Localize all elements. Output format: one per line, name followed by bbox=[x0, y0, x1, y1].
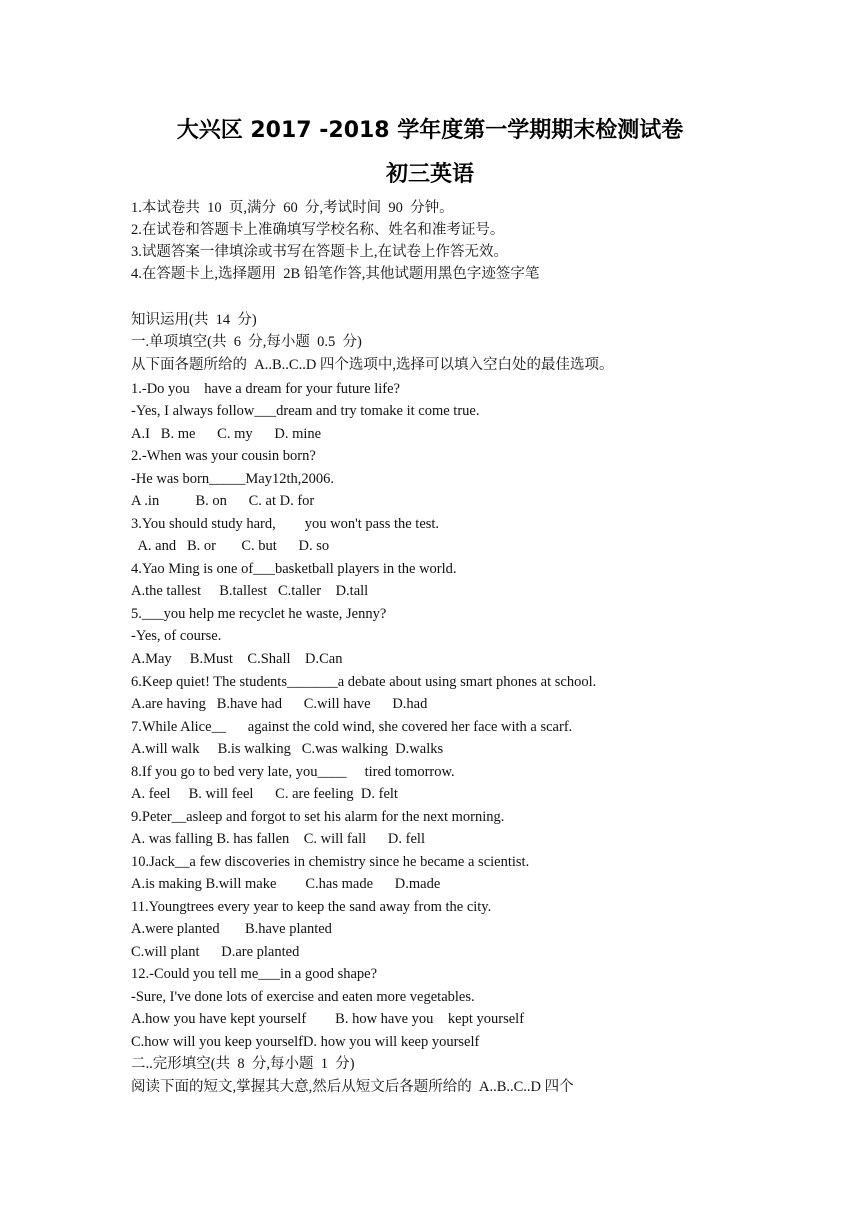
question-line: 10.Jack__a few discoveries in chemistry since he became a scientist. bbox=[131, 854, 530, 870]
question-line: 7.While Alice__ against the cold wind, she covered her face with a scarf. bbox=[131, 719, 573, 735]
question-line: 4.Yao Ming is one of___basketball players in the world. bbox=[131, 561, 457, 577]
options-line: A.were planted B.have planted bbox=[131, 921, 332, 937]
options-line: A. was falling B. has fallen C. will fall D. fell bbox=[131, 831, 425, 847]
question-line: -Sure, I've done lots of exercise and eaten more vegetables. bbox=[131, 989, 475, 1005]
page-title: 大兴区 2017 -2018 学年度第一学期期末检测试卷 bbox=[176, 118, 684, 143]
options-line: A. feel B. will feel C. are feeling D. felt bbox=[131, 786, 398, 802]
instruction-line: 2.在试卷和答题卡上准确填写学校名称、姓名和准考证号。 bbox=[131, 222, 505, 238]
question-line: 8.If you go to bed very late, you____ tired tomorrow. bbox=[131, 764, 455, 780]
question-line: 3.You should study hard, you won't pass the test. bbox=[131, 516, 440, 532]
options-line: A. and B. or C. but D. so bbox=[131, 538, 330, 554]
options-line: A .in B. on C. at D. for bbox=[131, 493, 315, 509]
question-line: 11.Youngtrees every year to keep the sand away from the city. bbox=[131, 899, 492, 915]
section-heading: 一.单项填空(共 6 分,每小题 0.5 分) bbox=[131, 334, 362, 350]
options-line: A.the tallest B.tallest C.taller D.tall bbox=[131, 583, 369, 599]
section-heading: 二..完形填空(共 8 分,每小题 1 分) bbox=[131, 1056, 355, 1072]
question-line: 5.___you help me recyclet he waste, Jenny? bbox=[131, 606, 387, 622]
section-heading: 知识运用(共 14 分) bbox=[131, 312, 257, 328]
options-line: A.will walk B.is walking C.was walking D.walks bbox=[131, 741, 444, 757]
section-instruction: 阅读下面的短文,掌握其大意,然后从短文后各题所给的 A..B..C..D 四个 bbox=[131, 1079, 574, 1095]
options-line: C.how will you keep yourselfD. how you will keep yourself bbox=[131, 1034, 480, 1050]
options-line: A.how you have kept yourself B. how have you kept yourself bbox=[131, 1011, 525, 1027]
question-line: 12.-Could you tell me___in a good shape? bbox=[131, 966, 378, 982]
section-instruction: 从下面各题所给的 A..B..C..D 四个选项中,选择可以填入空白处的最佳选项。 bbox=[131, 357, 614, 373]
page-subtitle: 初三英语 bbox=[385, 162, 474, 187]
question-line: -Yes, I always follow___dream and try tomake it come true. bbox=[131, 403, 480, 419]
options-line: A.is making B.will make C.has made D.made bbox=[131, 876, 441, 892]
question-line: 1.-Do you have a dream for your future life? bbox=[131, 381, 400, 397]
options-line: C.will plant D.are planted bbox=[131, 944, 300, 960]
question-line: 9.Peter__asleep and forgot to set his alarm for the next morning. bbox=[131, 809, 505, 825]
instruction-line: 4.在答题卡上,选择题用 2B 铅笔作答,其他试题用黑色字迹签字笔 bbox=[131, 266, 540, 282]
options-line: A.May B.Must C.Shall D.Can bbox=[131, 651, 343, 667]
options-line: A.I B. me C. my D. mine bbox=[131, 426, 322, 442]
question-line: -Yes, of course. bbox=[131, 628, 222, 644]
options-line: A.are having B.have had C.will have D.had bbox=[131, 696, 428, 712]
question-line: -He was born_____May12th,2006. bbox=[131, 471, 334, 487]
question-line: 2.-When was your cousin born? bbox=[131, 448, 316, 464]
instruction-line: 3.试题答案一律填涂或书写在答题卡上,在试卷上作答无效。 bbox=[131, 244, 508, 260]
question-line: 6.Keep quiet! The students_______a debate about using smart phones at school. bbox=[131, 674, 597, 690]
instruction-line: 1.本试卷共 10 页,满分 60 分,考试时间 90 分钟。 bbox=[131, 200, 454, 216]
